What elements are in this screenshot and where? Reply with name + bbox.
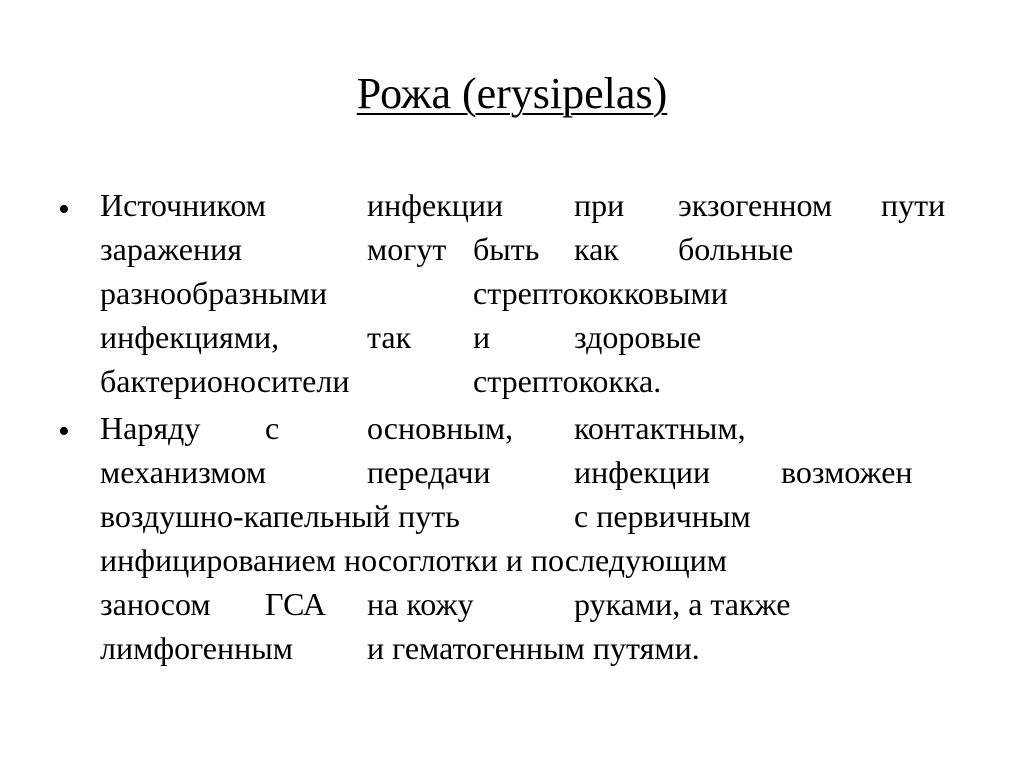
paragraph-2-line-4 — [0, 537, 1024, 583]
bullet-marker: • — [58, 413, 70, 450]
word: Источником — [100, 187, 266, 223]
word: инфекции — [367, 187, 504, 223]
word: при — [574, 187, 625, 223]
word: пути — [881, 187, 946, 223]
word: возможен — [781, 454, 913, 490]
paragraph-2-line-5 — [0, 581, 1024, 627]
word: экзогенном — [678, 187, 833, 223]
word: на кожу — [367, 586, 474, 622]
word: механизмом — [100, 454, 267, 490]
word: с — [265, 410, 280, 446]
word: как — [574, 231, 619, 267]
word: стрептококковыми — [473, 275, 728, 311]
word: основным, — [367, 410, 514, 446]
paragraph-1-line-4 — [0, 314, 1024, 360]
word: инфекциями, — [100, 319, 280, 355]
paragraph-2-line-6 — [0, 625, 1024, 671]
word: инфицированием носоглотки и последующим — [100, 542, 727, 578]
word: ГСА — [265, 586, 326, 622]
paragraph-1-line-2 — [0, 226, 1024, 272]
word: могут — [367, 231, 447, 267]
paragraph-1-line-1 — [0, 182, 1024, 228]
word: так — [367, 319, 412, 355]
word: руками, а также — [574, 586, 791, 622]
slide-title: Рожа (erysipelas) — [356, 69, 668, 118]
paragraph-2-line-3 — [0, 493, 1024, 539]
word: инфекции — [574, 454, 711, 490]
word: передачи — [367, 454, 491, 490]
word: стрептококка. — [473, 363, 662, 399]
paragraph-1-line-5 — [0, 358, 1024, 404]
paragraph-2-line-1 — [0, 405, 1024, 451]
word: воздушно-капельный путь — [100, 498, 460, 534]
word: лимфогенным — [100, 630, 293, 666]
paragraph-2-line-2 — [0, 449, 1024, 495]
word: бактерионосители — [100, 363, 350, 399]
paragraph-1-line-3 — [0, 270, 1024, 316]
word: быть — [473, 231, 540, 267]
word: и гематогенным путями. — [367, 630, 700, 666]
word: здоровые — [574, 319, 702, 355]
word: больные — [678, 231, 794, 267]
word: заносом — [100, 586, 211, 622]
word: контактным, — [574, 410, 746, 446]
word: с первичным — [574, 498, 751, 534]
word: разнообразными — [100, 275, 328, 311]
word: Наряду — [100, 410, 201, 446]
bullet-marker: • — [58, 191, 70, 228]
word: заражения — [100, 231, 242, 267]
word: и — [473, 319, 491, 355]
